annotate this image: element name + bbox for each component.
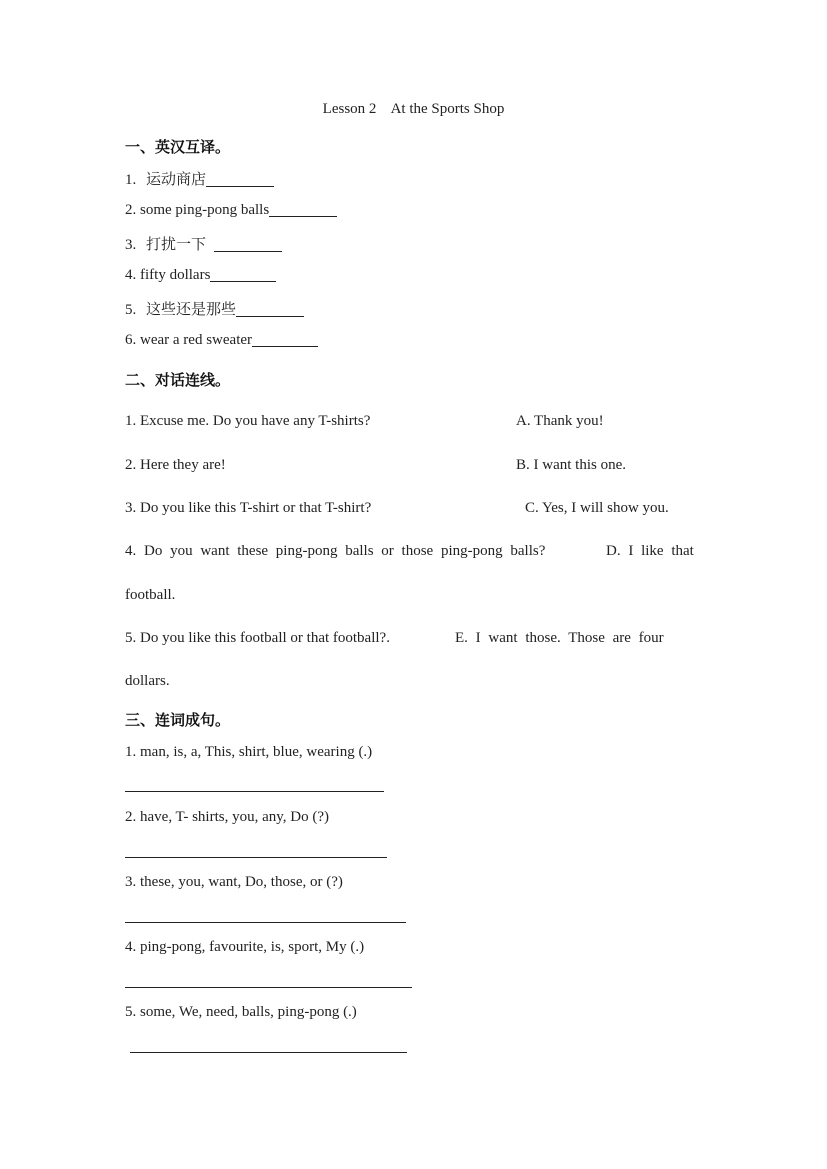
s2-left-4: 4. Do you want these ping-pong balls or those ping-pong balls? bbox=[125, 543, 546, 559]
s3-item-4: 4. ping-pong, favourite, is, sport, My (.) bbox=[125, 939, 365, 955]
s3-item-1: 1. man, is, a, This, shirt, blue, wearing (.) bbox=[125, 744, 373, 760]
section2-heading: 二、对话连线。 bbox=[125, 371, 231, 389]
s2-left-1: 1. Excuse me. Do you have any T-shirts? bbox=[125, 413, 371, 429]
s1-item-4 bbox=[125, 267, 276, 284]
s2-left-3: 3. Do you like this T-shirt or that T-shirt? bbox=[125, 500, 372, 516]
s1-item-1 bbox=[125, 168, 274, 189]
section3-heading: 三、连词成句。 bbox=[125, 711, 231, 729]
s2-left-5: 5. Do you like this football or that football?. bbox=[125, 630, 390, 646]
s1-item-6 bbox=[125, 332, 318, 349]
s2-right-a: A. Thank you! bbox=[516, 413, 604, 429]
s1-item-5-blank[interactable] bbox=[236, 315, 304, 317]
s1-item-3-text: 打扰一下 bbox=[146, 235, 207, 253]
s1-item-4-blank[interactable] bbox=[210, 280, 276, 282]
s1-item-2 bbox=[125, 202, 337, 219]
s1-item-2-text: some ping-pong balls bbox=[140, 202, 270, 218]
s2-wrap-e: dollars. bbox=[125, 673, 170, 689]
s2-left-2: 2. Here they are! bbox=[125, 457, 226, 473]
s1-item-5-text: 这些还是那些 bbox=[146, 300, 237, 318]
s1-item-4-num: 4. bbox=[125, 267, 137, 283]
s3-answer-line-4[interactable] bbox=[125, 987, 412, 988]
s1-item-5 bbox=[125, 298, 304, 319]
s2-wrap-d: football. bbox=[125, 587, 176, 603]
s1-item-5-num: 5. bbox=[125, 302, 137, 318]
s3-answer-line-5[interactable] bbox=[130, 1052, 407, 1053]
s1-item-2-num: 2. bbox=[125, 202, 137, 218]
s3-answer-line-3[interactable] bbox=[125, 922, 406, 923]
s3-answer-line-2[interactable] bbox=[125, 857, 387, 858]
page-title: Lesson 2 At the Sports Shop bbox=[322, 101, 505, 117]
s1-item-3-num: 3. bbox=[125, 237, 137, 253]
s2-right-b: B. I want this one. bbox=[516, 457, 626, 473]
s1-item-6-num: 6. bbox=[125, 332, 137, 348]
s1-item-6-blank[interactable] bbox=[252, 345, 318, 347]
s2-right-c: C. Yes, I will show you. bbox=[525, 500, 669, 516]
s1-item-6-text: wear a red sweater bbox=[140, 332, 253, 348]
s3-item-2: 2. have, T- shirts, you, any, Do (?) bbox=[125, 809, 329, 825]
s1-item-3 bbox=[125, 233, 282, 254]
s1-item-4-text: fifty dollars bbox=[140, 267, 211, 283]
s1-item-1-num: 1. bbox=[125, 172, 137, 188]
s1-item-3-blank[interactable] bbox=[214, 250, 282, 252]
s2-right-e: E. I want those. Those are four bbox=[455, 630, 664, 646]
s1-item-1-blank[interactable] bbox=[206, 185, 274, 187]
s3-answer-line-1[interactable] bbox=[125, 791, 384, 792]
s1-item-1-text: 运动商店 bbox=[146, 170, 207, 188]
s3-item-5: 5. some, We, need, balls, ping-pong (.) bbox=[125, 1004, 357, 1020]
s3-item-3: 3. these, you, want, Do, those, or (?) bbox=[125, 874, 343, 890]
s1-item-2-blank[interactable] bbox=[269, 215, 337, 217]
s2-right-d: D. I like that bbox=[606, 543, 694, 559]
section1-heading: 一、英汉互译。 bbox=[125, 138, 231, 156]
